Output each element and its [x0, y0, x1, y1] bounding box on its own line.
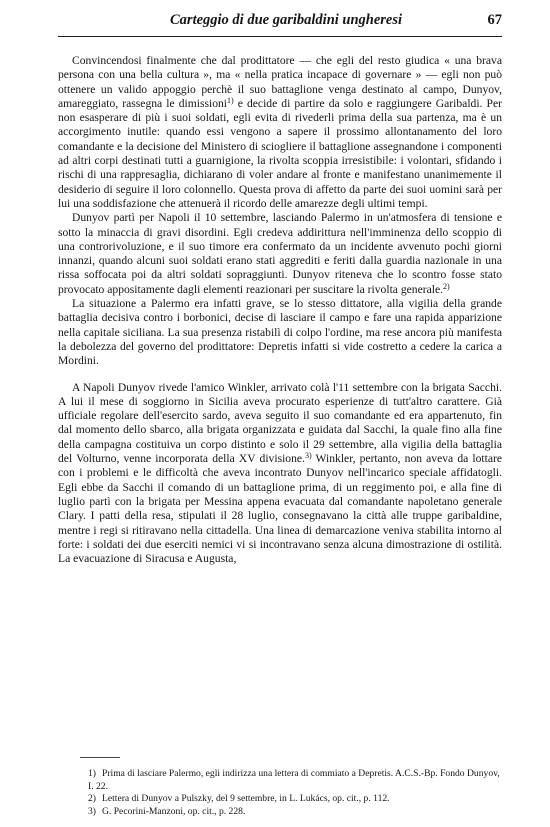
- running-title: Carteggio di due garibaldini ungheresi: [170, 12, 403, 28]
- paragraph-text: Convincendosi finalmente che dal prodittatore — che egli del resto giudica « una brava persona con una bella cultura », ma « nella pratica incapace di governare » — egli non può ottenere un valido appoggio perchè il suo battaglione venga destinato al campo, Dunyov, amareggiato, rassegna le dimissioni: [58, 54, 502, 110]
- footnote-ref[interactable]: 3): [304, 451, 312, 461]
- footnote-ref[interactable]: 2): [443, 281, 450, 291]
- footnote-number: 2): [88, 793, 96, 805]
- paragraph: [58, 211, 502, 297]
- footnote: [58, 768, 502, 793]
- footnote-rule: [80, 757, 120, 758]
- paragraph: [58, 54, 502, 211]
- footnote: [58, 806, 502, 819]
- running-header: [58, 12, 502, 32]
- footnotes: [58, 768, 502, 818]
- footnote: [58, 793, 502, 806]
- paragraph: [58, 297, 502, 368]
- paragraph: [58, 381, 502, 567]
- paragraph-text: La situazione a Palermo era infatti grave, se lo stesso dittatore, alla vigilia della grande battaglia decisiva contro i borbonici, decise di lasciare il campo e fare una rapida apparizione nella capitale siciliana. La sua presenza ristabilì di colpo l'ordine, ma rese ancora più manifesta la debolezza del governo del prodittatore: Depretis infatti si vide costretto a cedere la carica a Mordini.: [58, 297, 502, 368]
- paragraph-text: Dunyov partì per Napoli il 10 settembre, lasciando Palermo in un'atmosfera di tensione e sotto la minaccia di gravi disordini. Egli credeva addirittura nell'imminenza dello scoppio di una controrivoluzione, e il suo timore era confermato da un incidente avvenuto pochi giorni innanzi, quando alcuni suoi soldati erano stati aggrediti e feriti dalla guardia nazionale in una rissa soffocata poi da altri soldati sopraggiunti. Dunyov riteneva che lo scontro fosse stato provocato appositamente dagli elementi reazionari per suscitare la rivolta generale.: [58, 211, 502, 296]
- footnote-ref[interactable]: 1): [227, 95, 234, 105]
- paragraph-text: e decide di partire da solo e raggiungere Garibaldi. Per non esasperare di più i suoi soldati, egli evita di rivederli prima della sua partenza, ma è un accorgimento inutile: quando essi vengono a sapere il prossimo allontanamento del loro comandante e la decisione del Ministero di sciogliere il battaglione assegnandone i componenti ad altri corpi destinati tutti a guarnigione, la rivolta scoppia irresistibile: i volontari, sfidando i rischi di una rappresaglia, dichiarano di voler andare al fronte e manifestano unanimemente il desiderio di seguire il loro colonnello. Questa prova di affetto da parte dei suoi uomini sarà per lui una soddisfazione che attenuerà il ricordo delle amarezze degli ultimi tempi.: [58, 96, 502, 210]
- footnote-number: 1): [88, 768, 96, 779]
- footnote-number: 3): [88, 805, 96, 817]
- page-number: 67: [487, 12, 502, 28]
- body-text: [58, 54, 502, 566]
- footnote-text: Lettera di Dunyov a Pulszky, del 9 settembre, in L. Lukács, op. cit., p. 112.: [102, 793, 390, 805]
- footnote-text: G. Pecorini-Manzoni, op. cit., p. 228.: [102, 805, 246, 817]
- header-rule: [58, 36, 502, 37]
- footnote-text: Prima di lasciare Palermo, egli indirizza una lettera di commiato a Depretis. A.C.S.-Bp. Fondo Dunyov, I. 22.: [88, 768, 500, 792]
- paragraph-text: Winkler, pertanto, non aveva da lottare con i problemi e le difficoltà che aveva incontrato Dunyov nell'incarico speciale affidatogli. Egli ebbe da Sacchi il comando di un battaglione prima, di un reggimento poi, e alla fine di luglio partì con la brigata per Messina appena evacuata dal comandante napoletano generale Clary. I patti della resa, stipulati il 28 luglio, consegnavano la città alle truppe garibaldine, mentre i regi si ritiravano nella cittadella. Una linea di demarcazione veniva stabilita intorno al forte: i soldati dei due eserciti nemici vi si incontravano senza alcuna dimostrazione di ostilità. La evacuazione di Siracusa e Augusta,: [58, 452, 503, 566]
- paragraph-text: A Napoli Dunyov rivede l'amico Winkler, arrivato colà l'11 settembre con la brigata Sacchi. A lui il mese di soggiorno in Sicilia aveva procurato esperienze di tutt'altro carattere. Già ufficiale regolare dell'esercito sardo, aveva seguito il suo comandante ed era appartenuto, fin dal momento dello sbarco, alla brigata organizzata e guidata dal Sacchi, la quale fino alla fine della campagna costituiva un corpo distinto e solo il 29 settembre, alla vigilia della battaglia del Volturno, venne incorporata della XV divisione.: [58, 380, 502, 466]
